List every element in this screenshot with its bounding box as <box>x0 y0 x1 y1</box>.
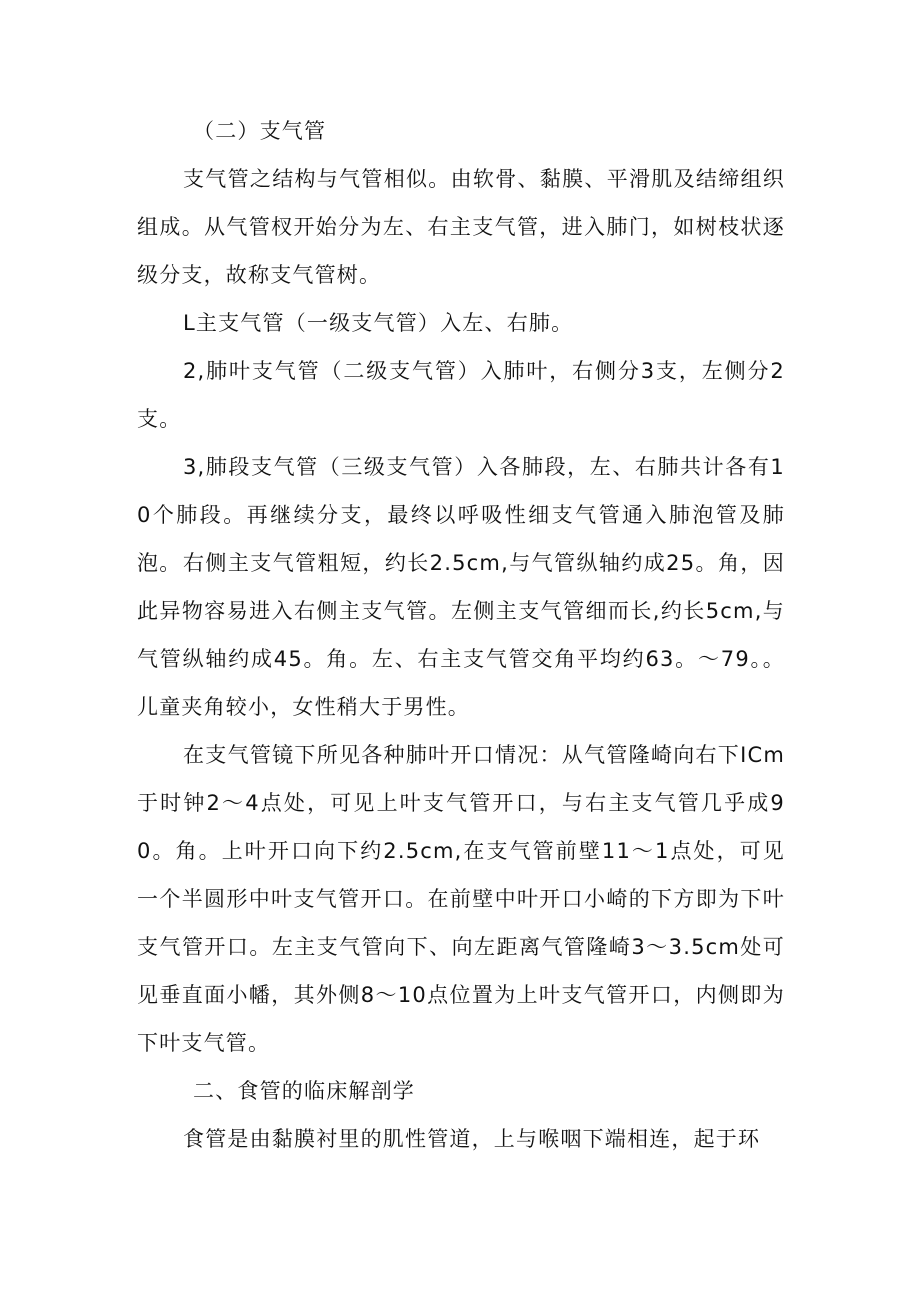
section-heading-esophagus: 二、食管的临床解剖学 <box>193 1079 415 1103</box>
paragraph-segmental-bronchus: 3,肺段支气管（三级支气管）入各肺段，左、右肺共计各有10个肺段。再继续分支，最终以呼吸性细支气管通入肺泡管及肺泡。 <box>137 455 785 575</box>
paragraph-esophagus: 食管是由黏膜衬里的肌性管道，上与喉咽下端相连，起于环 <box>183 1127 761 1151</box>
paragraph-lobar-bronchus: 2,肺叶支气管（二级支气管）入肺叶，右侧分3支，左侧分2支。 <box>137 359 785 431</box>
section-heading-bronchus: （二）支气管 <box>193 119 327 143</box>
paragraph-bronchus-angles: 右侧主支气管粗短，约长2.5cm,与气管纵轴约成25。角，因此异物容易进入右侧主支气管。左侧主支气管细而长,约长5cm,与气管纵轴约成45。角。左、右主支气管交角平均约63。～79。。儿童夹角较小，女性稍大于男性。 <box>137 551 785 719</box>
paragraph-bronchoscopy-openings: 在支气管镜下所见各种肺叶开口情况：从气管隆崎向右下ICm于时钟2～4点处，可见上叶支气管开口，与右主支气管几乎成90。角。上叶开口向下约2.5cm,在支气管前壁11～1点处，可见一个半圆形中叶支气管开口。在前壁中叶开口小崎的下方即为下叶支气管开口。左主支气管向下、向左距离气管隆崎3～3.5cm处可见垂直面小幡，其外侧8～10点位置为上叶支气管开口，内侧即为下叶支气管。 <box>137 743 785 1055</box>
paragraph-bronchus-structure: 支气管之结构与气管相似。由软骨、黏膜、平滑肌及结缔组织组成。从气管杈开始分为左、右主支气管，进入肺门，如树枝状逐级分支，故称支气管树。 <box>137 167 785 287</box>
paragraph-main-bronchus: L主支气管（一级支气管）入左、右肺。 <box>183 311 574 335</box>
